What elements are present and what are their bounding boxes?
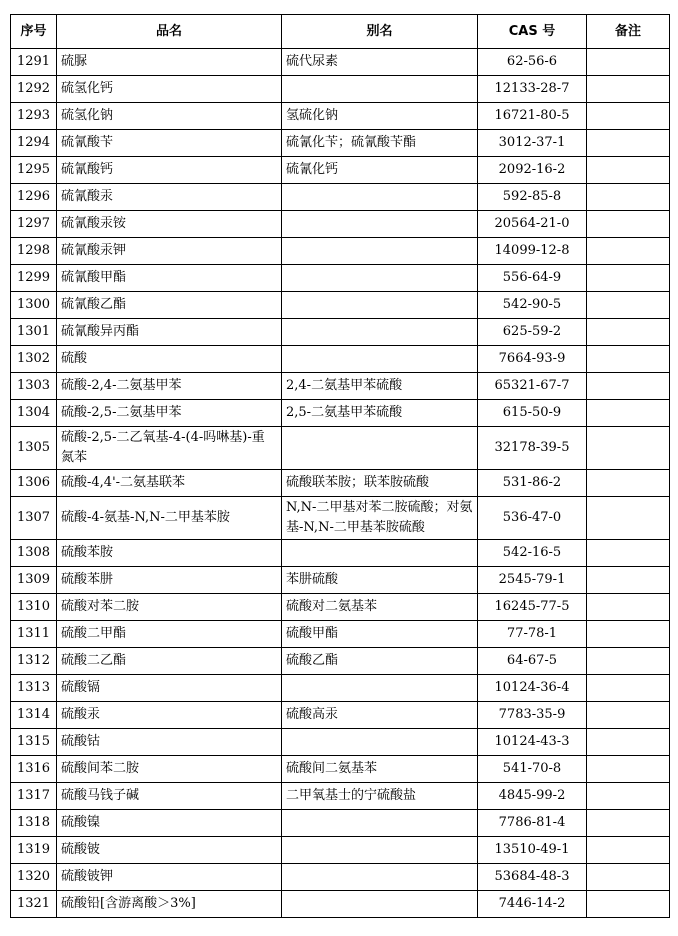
row-cas: 65321-67-7 (478, 373, 587, 400)
row-cas: 7446-14-2 (478, 891, 587, 918)
row-cas: 541-70-8 (478, 756, 587, 783)
table-row (11, 103, 670, 130)
row-alias (282, 76, 478, 103)
row-number: 1321 (11, 891, 57, 918)
row-number: 1316 (11, 756, 57, 783)
table-row (11, 346, 670, 373)
row-cas: 615-50-9 (478, 400, 587, 427)
table-row (11, 648, 670, 675)
row-alias (282, 238, 478, 265)
table-row (11, 756, 670, 783)
row-note (587, 864, 670, 891)
row-alias: 2,4-二氨基甲苯硫酸 (282, 373, 478, 400)
table-row (11, 837, 670, 864)
row-number: 1308 (11, 540, 57, 567)
table-row (11, 49, 670, 76)
row-note (587, 157, 670, 184)
row-cas: 556-64-9 (478, 265, 587, 292)
row-name: 硫酸-2,4-二氨基甲苯 (57, 373, 282, 400)
row-alias (282, 540, 478, 567)
header-no: 序号 (11, 15, 57, 49)
row-alias (282, 292, 478, 319)
row-alias (282, 729, 478, 756)
row-alias (282, 211, 478, 238)
row-number: 1302 (11, 346, 57, 373)
table-row (11, 157, 670, 184)
row-name: 硫酸汞 (57, 702, 282, 729)
row-alias (282, 864, 478, 891)
row-alias (282, 184, 478, 211)
row-number: 1291 (11, 49, 57, 76)
table-row (11, 675, 670, 702)
row-cas: 62-56-6 (478, 49, 587, 76)
row-name: 硫酸苯胺 (57, 540, 282, 567)
row-note (587, 427, 670, 470)
row-note (587, 346, 670, 373)
row-cas: 14099-12-8 (478, 238, 587, 265)
row-number: 1311 (11, 621, 57, 648)
row-cas: 2092-16-2 (478, 157, 587, 184)
row-name: 硫酸-2,5-二乙氧基-4-(4-吗啉基)-重氮苯 (57, 427, 282, 470)
chemical-table (10, 14, 670, 918)
row-number: 1303 (11, 373, 57, 400)
row-note (587, 292, 670, 319)
row-note (587, 891, 670, 918)
row-cas: 542-90-5 (478, 292, 587, 319)
row-note (587, 238, 670, 265)
row-note (587, 470, 670, 497)
row-name: 硫氰酸苄 (57, 130, 282, 157)
row-number: 1319 (11, 837, 57, 864)
row-cas: 536-47-0 (478, 497, 587, 540)
table-row (11, 729, 670, 756)
row-cas: 10124-36-4 (478, 675, 587, 702)
table-row (11, 810, 670, 837)
table-row (11, 497, 670, 540)
row-alias: N,N-二甲基对苯二胺硫酸；对氨基-N,N-二甲基苯胺硫酸 (282, 497, 478, 540)
row-note (587, 648, 670, 675)
table-row (11, 567, 670, 594)
row-number: 1309 (11, 567, 57, 594)
row-alias (282, 675, 478, 702)
row-name: 硫酸对苯二胺 (57, 594, 282, 621)
table-row (11, 540, 670, 567)
table-row (11, 319, 670, 346)
row-note (587, 837, 670, 864)
row-alias: 硫酸乙酯 (282, 648, 478, 675)
row-alias (282, 837, 478, 864)
row-cas: 7786-81-4 (478, 810, 587, 837)
row-note (587, 184, 670, 211)
table-row (11, 292, 670, 319)
row-alias: 氢硫化钠 (282, 103, 478, 130)
row-name: 硫酸镍 (57, 810, 282, 837)
row-cas: 16721-80-5 (478, 103, 587, 130)
row-cas: 64-67-5 (478, 648, 587, 675)
row-name: 硫酸苯肼 (57, 567, 282, 594)
row-name: 硫酸马钱子碱 (57, 783, 282, 810)
row-alias (282, 319, 478, 346)
table-row (11, 864, 670, 891)
header-row (11, 15, 670, 49)
row-cas: 7783-35-9 (478, 702, 587, 729)
row-number: 1312 (11, 648, 57, 675)
header-note: 备注 (587, 15, 670, 49)
row-cas: 625-59-2 (478, 319, 587, 346)
row-cas: 16245-77-5 (478, 594, 587, 621)
table-row (11, 76, 670, 103)
row-alias (282, 810, 478, 837)
row-note (587, 621, 670, 648)
row-number: 1293 (11, 103, 57, 130)
row-note (587, 400, 670, 427)
row-alias (282, 891, 478, 918)
table-row (11, 470, 670, 497)
row-number: 1310 (11, 594, 57, 621)
row-number: 1307 (11, 497, 57, 540)
table-row (11, 130, 670, 157)
row-name: 硫氢化钙 (57, 76, 282, 103)
row-name: 硫氰酸汞 (57, 184, 282, 211)
row-note (587, 810, 670, 837)
row-note (587, 76, 670, 103)
row-name: 硫氰酸甲酯 (57, 265, 282, 292)
row-number: 1305 (11, 427, 57, 470)
row-alias (282, 265, 478, 292)
header-cas: CAS 号 (478, 15, 587, 49)
row-alias (282, 427, 478, 470)
row-alias: 苯肼硫酸 (282, 567, 478, 594)
table-row (11, 265, 670, 292)
row-name: 硫酸镉 (57, 675, 282, 702)
row-name: 硫酸二甲酯 (57, 621, 282, 648)
row-name: 硫酸-4-氨基-N,N-二甲基苯胺 (57, 497, 282, 540)
row-note (587, 319, 670, 346)
table-row (11, 400, 670, 427)
row-cas: 12133-28-7 (478, 76, 587, 103)
row-number: 1299 (11, 265, 57, 292)
row-alias: 硫氰化苄；硫氰酸苄酯 (282, 130, 478, 157)
row-note (587, 729, 670, 756)
row-note (587, 783, 670, 810)
row-number: 1320 (11, 864, 57, 891)
row-alias: 硫代尿素 (282, 49, 478, 76)
table-row (11, 211, 670, 238)
row-name: 硫氰酸钙 (57, 157, 282, 184)
row-number: 1318 (11, 810, 57, 837)
row-cas: 77-78-1 (478, 621, 587, 648)
row-cas: 53684-48-3 (478, 864, 587, 891)
row-number: 1313 (11, 675, 57, 702)
row-cas: 531-86-2 (478, 470, 587, 497)
row-alias: 2,5-二氨基甲苯硫酸 (282, 400, 478, 427)
row-cas: 542-16-5 (478, 540, 587, 567)
row-alias: 硫酸间二氨基苯 (282, 756, 478, 783)
row-alias: 硫酸联苯胺；联苯胺硫酸 (282, 470, 478, 497)
document-page (10, 14, 670, 918)
row-name: 硫酸-2,5-二氨基甲苯 (57, 400, 282, 427)
row-name: 硫酸钴 (57, 729, 282, 756)
header-name: 品名 (57, 15, 282, 49)
row-note (587, 211, 670, 238)
row-number: 1314 (11, 702, 57, 729)
row-name: 硫氰酸乙酯 (57, 292, 282, 319)
row-number: 1301 (11, 319, 57, 346)
row-name: 硫氰酸汞铵 (57, 211, 282, 238)
row-alias: 硫酸甲酯 (282, 621, 478, 648)
row-name: 硫酸间苯二胺 (57, 756, 282, 783)
table-row (11, 891, 670, 918)
row-note (587, 103, 670, 130)
table-row (11, 783, 670, 810)
row-note (587, 265, 670, 292)
table-row (11, 238, 670, 265)
row-name: 硫酸铍 (57, 837, 282, 864)
row-number: 1317 (11, 783, 57, 810)
table-body (11, 49, 670, 918)
row-cas: 20564-21-0 (478, 211, 587, 238)
table-row (11, 702, 670, 729)
row-note (587, 567, 670, 594)
row-cas: 13510-49-1 (478, 837, 587, 864)
row-cas: 592-85-8 (478, 184, 587, 211)
row-name: 硫酸铍钾 (57, 864, 282, 891)
row-number: 1297 (11, 211, 57, 238)
row-name: 硫酸 (57, 346, 282, 373)
row-alias: 硫酸对二氨基苯 (282, 594, 478, 621)
row-cas: 4845-99-2 (478, 783, 587, 810)
row-alias (282, 346, 478, 373)
row-cas: 3012-37-1 (478, 130, 587, 157)
row-number: 1300 (11, 292, 57, 319)
row-alias: 二甲氧基士的宁硫酸盐 (282, 783, 478, 810)
row-number: 1298 (11, 238, 57, 265)
row-note (587, 594, 670, 621)
row-cas: 10124-43-3 (478, 729, 587, 756)
row-number: 1294 (11, 130, 57, 157)
row-note (587, 497, 670, 540)
row-name: 硫酸二乙酯 (57, 648, 282, 675)
table-row (11, 621, 670, 648)
row-number: 1315 (11, 729, 57, 756)
row-note (587, 756, 670, 783)
row-name: 硫氰酸汞钾 (57, 238, 282, 265)
row-note (587, 540, 670, 567)
row-cas: 32178-39-5 (478, 427, 587, 470)
row-note (587, 49, 670, 76)
row-number: 1306 (11, 470, 57, 497)
row-note (587, 675, 670, 702)
row-cas: 2545-79-1 (478, 567, 587, 594)
table-row (11, 373, 670, 400)
row-name: 硫氰酸异丙酯 (57, 319, 282, 346)
row-number: 1304 (11, 400, 57, 427)
row-alias: 硫酸高汞 (282, 702, 478, 729)
row-note (587, 373, 670, 400)
row-name: 硫脲 (57, 49, 282, 76)
table-row (11, 184, 670, 211)
row-number: 1296 (11, 184, 57, 211)
row-number: 1295 (11, 157, 57, 184)
row-note (587, 130, 670, 157)
row-name: 硫氢化钠 (57, 103, 282, 130)
row-note (587, 702, 670, 729)
table-row (11, 427, 670, 470)
header-alias: 别名 (282, 15, 478, 49)
table-row (11, 594, 670, 621)
row-name: 硫酸-4,4'-二氨基联苯 (57, 470, 282, 497)
row-cas: 7664-93-9 (478, 346, 587, 373)
row-number: 1292 (11, 76, 57, 103)
row-alias: 硫氰化钙 (282, 157, 478, 184)
row-name: 硫酸铅[含游离酸＞3%] (57, 891, 282, 918)
